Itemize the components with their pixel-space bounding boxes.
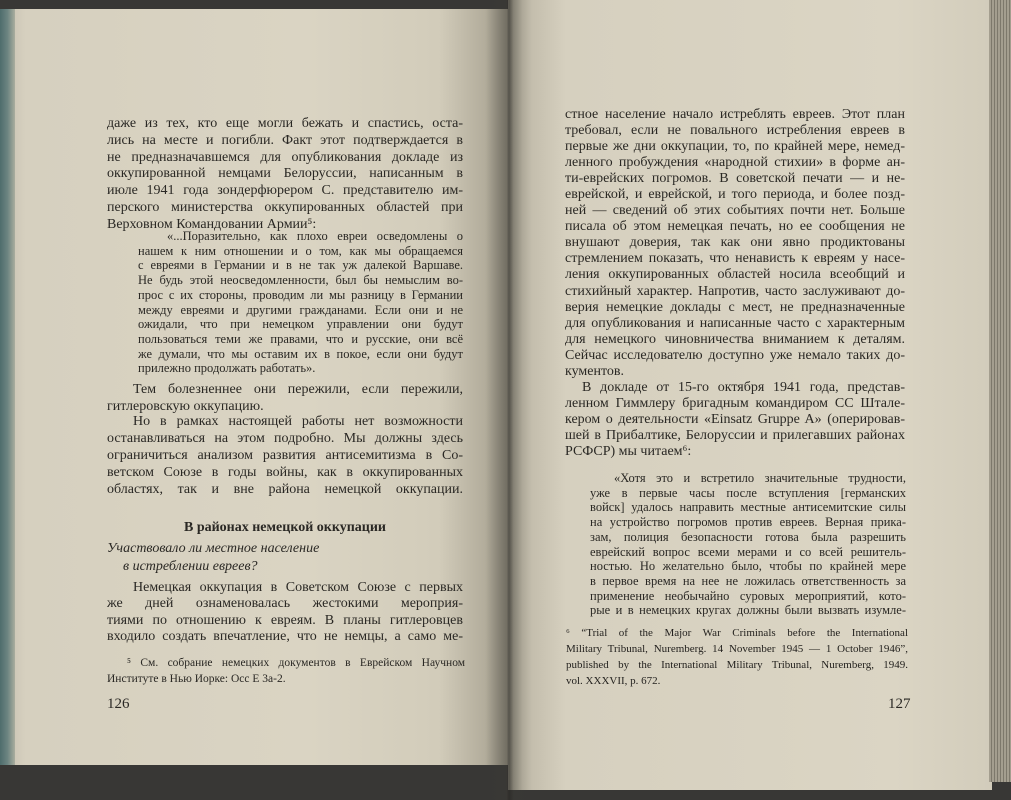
right-paragraph-1 bbox=[565, 107, 905, 460]
left-paragraph-2 bbox=[107, 381, 463, 415]
section-question-line: в истреблении евреев? bbox=[123, 559, 258, 574]
quote-line: применение необычайно суровых мероприятий, кото- bbox=[590, 588, 906, 603]
body-line: еврейской, и еврейской, и того периода, и более позд- bbox=[565, 187, 905, 203]
quote-line: рые и в немецких кругах должны были вызвать изумле- bbox=[590, 603, 906, 618]
body-line: верия немецкие доклады с мест, не предназначенные bbox=[565, 299, 905, 315]
quote-line: с евреями в Германии и в не так уж далекой Варшаве. bbox=[138, 258, 463, 273]
quote-line: еврейский вопрос всеми мерами и со всей решитель- bbox=[590, 544, 906, 559]
body-line: ленном Гиммлеру бригадным командиром СС Штале- bbox=[565, 395, 905, 411]
quote-line: ожидали, что при немецком управлении они будут bbox=[138, 317, 463, 332]
quote-line: на устройство погромов против евреев. Верная прика- bbox=[590, 515, 906, 530]
body-line: тиями по отношению к евреям. В планы гитлеровцев bbox=[107, 612, 463, 628]
footnote-line: Институте в Нью Иорке: Осс Е 3а-2. bbox=[107, 673, 286, 685]
body-line: лись на месте и погибли. Факт этот подтверждается в bbox=[107, 132, 463, 148]
body-line: требовал, если не повального истребления евреев в bbox=[565, 123, 905, 139]
quote-line: уже в первые часы после вступления [германских bbox=[590, 485, 906, 500]
section-heading: В районах немецкой оккупации bbox=[183, 520, 386, 535]
body-line: же дней ознаменовалась жестокими мероприя- bbox=[107, 596, 463, 612]
body-line: не предназначавшемся для опубликования докладе из bbox=[107, 149, 463, 165]
right-page-edge bbox=[989, 0, 1011, 782]
footnote-line: ⁵ См. собрание немецких документов в Еврейском Научном bbox=[127, 657, 465, 669]
body-line: Сейчас исследователю доступно уже немало таких до- bbox=[565, 347, 905, 363]
body-line: ления оккупированных областей носила всеобщий и bbox=[565, 267, 905, 283]
page-number: 127 bbox=[888, 696, 911, 712]
body-line: июле 1941 года зондерфюрером С. представителю им- bbox=[107, 183, 463, 199]
right-footnote bbox=[566, 626, 908, 690]
body-line: ти-еврейских погромов. В советской печати — и не- bbox=[565, 171, 905, 187]
body-line: В докладе от 15-го октября 1941 года, представ- bbox=[582, 379, 905, 395]
body-line: останавливаться на этом подробно. Мы должны здесь bbox=[107, 431, 463, 446]
quote-line: же думали, что мы оставим их в покое, если они будут bbox=[138, 346, 463, 361]
right-quote bbox=[590, 471, 906, 618]
footnote-line: Military Tribunal, Nuremberg. 14 November 1945 — 1 October 1946”, bbox=[566, 642, 908, 655]
quote-line: в первое время на нее не ложилась ответственность за bbox=[590, 573, 906, 588]
body-line: оккупированной немцами Белоруссии, написанным в bbox=[107, 166, 463, 182]
section-question bbox=[107, 540, 463, 576]
body-line: ограничиться анализом развития антисемитизма в Со- bbox=[107, 448, 463, 463]
quote-line: прос с их стороны, проводим ли мы разницу в Германии bbox=[138, 287, 463, 302]
body-line: РСФСР) мы читаем⁶: bbox=[565, 443, 692, 459]
body-line: для опубликования и написанные часто с характерным bbox=[565, 315, 905, 331]
body-line: внушают доверия, так как они явно продиктованы bbox=[565, 235, 905, 251]
footnote-line: ⁶ “Trial of the Major War Criminals before the International bbox=[566, 627, 908, 639]
left-footnote bbox=[107, 655, 465, 687]
body-line: шей в Прибалтике, Белоруссии и прилегавших районах bbox=[565, 427, 905, 443]
book-spine bbox=[486, 0, 532, 800]
quote-line: между евреями и другими гражданами. Если они и не bbox=[138, 302, 463, 317]
quote-line: нашем к ним отношении и о том, как мы обращаемся bbox=[138, 243, 463, 258]
body-line: стихийный характер. Напротив, часто заслуживают до- bbox=[565, 283, 905, 299]
body-line: стремлением показать, что ненависть к евреям у насе- bbox=[565, 251, 905, 267]
left-quote bbox=[138, 229, 463, 376]
body-line: ней — сведений об этих событиях почти нет. Больше bbox=[565, 203, 905, 219]
body-line: областях, так и вне района немецкой оккупации. bbox=[107, 482, 463, 497]
body-line: стное население начало истреблять евреев. Этот план bbox=[565, 107, 905, 122]
body-line: даже из тех, кто еще могли бежать и спастись, оста- bbox=[107, 116, 463, 131]
left-page-edge bbox=[0, 9, 15, 765]
body-line: писала об этом немецкая печать, но ее сообщения не bbox=[565, 219, 905, 235]
body-line: Верховном Командовании Армии⁵: bbox=[107, 216, 317, 232]
quote-line: прилежно продолжать работать». bbox=[138, 361, 316, 376]
body-line: Но в рамках настоящей работы нет возможности bbox=[133, 414, 463, 429]
quote-line: ностью. Но желательно было, чтобы по крайней мере bbox=[590, 559, 906, 574]
footnote-line: published by the International Military Tribunal, Nuremberg, 1949. bbox=[566, 658, 908, 671]
body-line: входило создать впечатление, что не немцы, а само ме- bbox=[107, 629, 463, 645]
page-number: 126 bbox=[107, 696, 130, 712]
body-line: Немецкая оккупация в Советском Союзе с первых bbox=[133, 580, 463, 595]
body-line: ветском Союзе в годы войны, как в оккупированных bbox=[107, 465, 463, 480]
left-paragraph-4 bbox=[107, 580, 463, 646]
body-line: для немецкого чиновничества вниманием к деталям. bbox=[565, 331, 905, 347]
body-line: ленного пробуждения «народной стихии» в форме ан- bbox=[565, 155, 905, 171]
quote-line: «Хотя это и встретило значительные трудности, bbox=[614, 471, 906, 485]
footnote-line: vol. XXXVII, p. 672. bbox=[566, 674, 661, 687]
quote-line: «...Поразительно, как плохо евреи осведомлены о bbox=[167, 229, 463, 243]
quote-line: зам, полиция безопасности готова была разрешить bbox=[590, 529, 906, 544]
body-line: первые же дни оккупации, то, по крайней мере, немед- bbox=[565, 139, 905, 155]
left-paragraph-3 bbox=[107, 413, 463, 498]
quote-line: пользоваться теми же правами, что и русские, они всё bbox=[138, 331, 463, 346]
body-line: перского министерства оккупированных областей при bbox=[107, 199, 463, 215]
quote-line: Не будь этой неосведомленности, был бы немыслим во- bbox=[138, 273, 463, 288]
quote-line: войск] удалось направить местные антисемитские силы bbox=[590, 500, 906, 515]
section-question-line: Участвовало ли местное население bbox=[107, 541, 320, 556]
body-line: Тем болезненнее они пережили, если пережили, bbox=[133, 382, 463, 397]
body-line: кументов. bbox=[565, 363, 625, 379]
left-paragraph-1 bbox=[107, 116, 463, 234]
body-line: кером о деятельности «Einsatz Gruppe A» (оперировав- bbox=[565, 411, 905, 427]
body-line: гитлеровскую оккупацию. bbox=[107, 399, 264, 414]
